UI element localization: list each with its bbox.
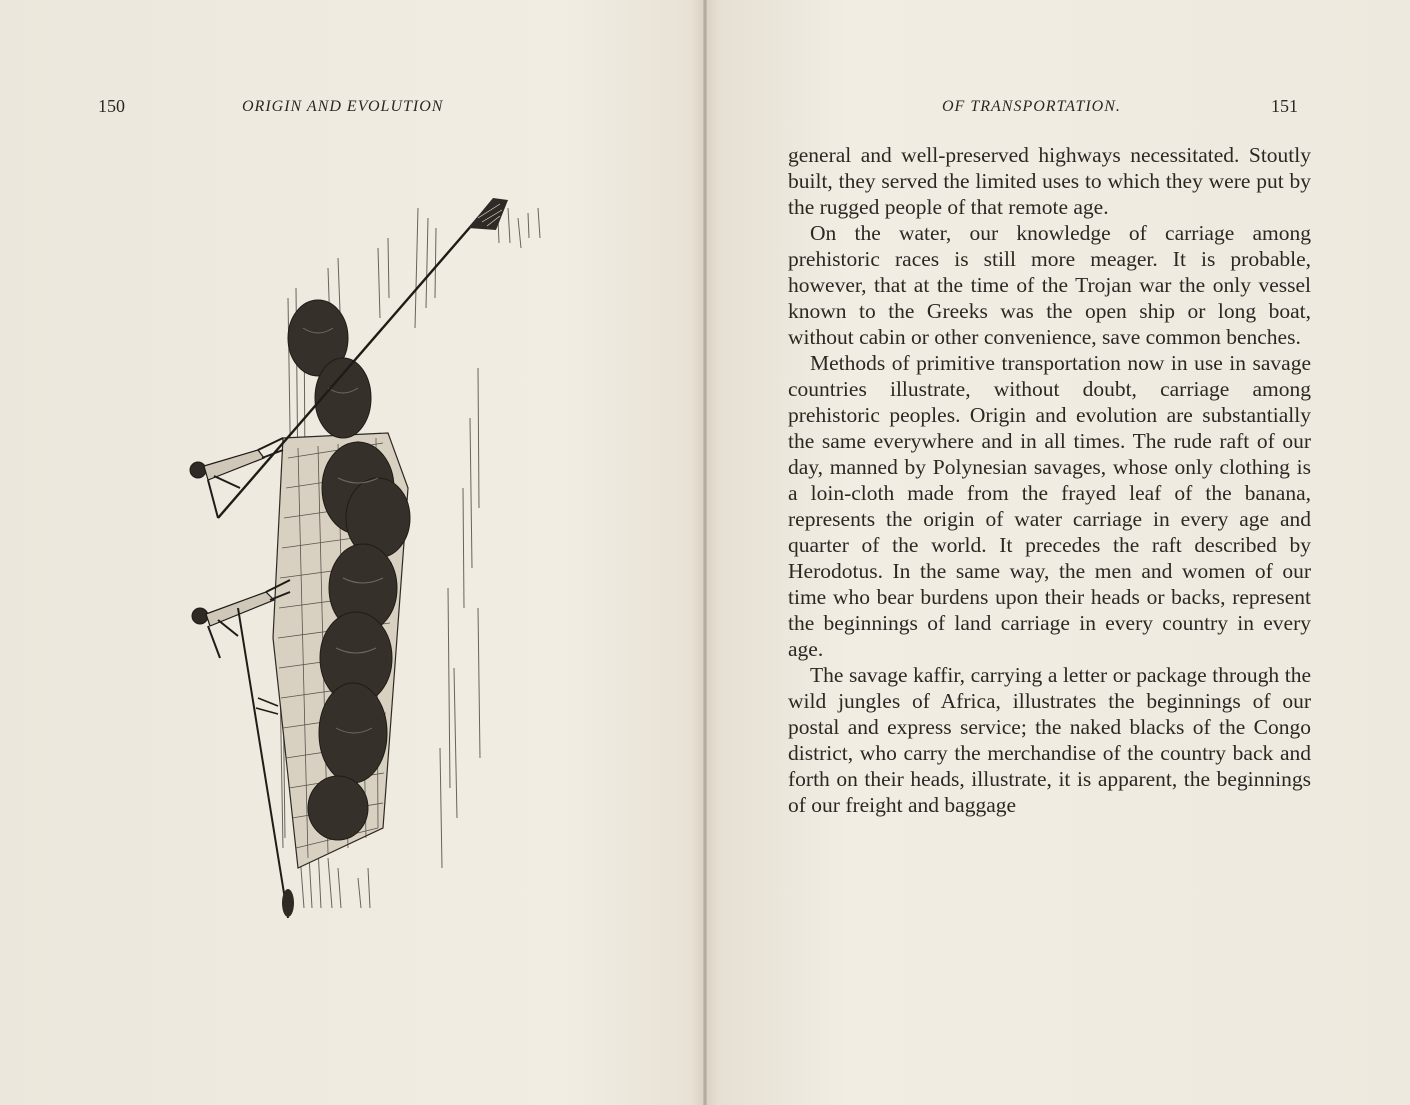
paragraph: general and well-preserved highways necessitated. Stoutly built, they served the limited uses to which they were put by the rugged people of that remote age. [788, 143, 1311, 219]
running-head-left: ORIGIN AND EVOLUTION [242, 98, 444, 115]
raft-illustration [178, 188, 558, 948]
paragraph: The savage kaffir, carrying a letter or package through the wild jungles of Africa, illustrates the beginnings of our postal and express service; the naked blacks of the Congo district, who carry the merchandise of the country back and forth on their heads, illustrate, it is apparent, the beginnings of our freight and baggage [788, 663, 1311, 817]
right-page [705, 0, 1410, 1105]
running-head-right: OF TRANSPORTATION. [942, 98, 1121, 115]
body-text [788, 142, 1311, 818]
paragraph: On the water, our knowledge of carriage among prehistoric races is still more meager. It is probable, however, that at the time of the Trojan war the only vessel known to the Greeks was the open ship or long boat, without cabin or other convenience, save common benches. [788, 221, 1311, 349]
page-number-left: 150 [98, 96, 125, 116]
paragraph: Methods of primitive transportation now in use in savage countries illustrate, without doubt, carriage among prehistoric peoples. Origin and evolution are substantially the same everywhere and in all times. The rude raft of our day, manned by Polynesian savages, whose only clothing is a loin-cloth made from the frayed leaf of the banana, represents the origin of water carriage in every age and quarter of the world. It precedes the raft described by Herodotus. In the same way, the men and women of our time who bear burdens upon their heads or backs, represent the beginnings of land carriage in every country in every age. [788, 351, 1311, 661]
page-number-right: 151 [1271, 96, 1298, 116]
